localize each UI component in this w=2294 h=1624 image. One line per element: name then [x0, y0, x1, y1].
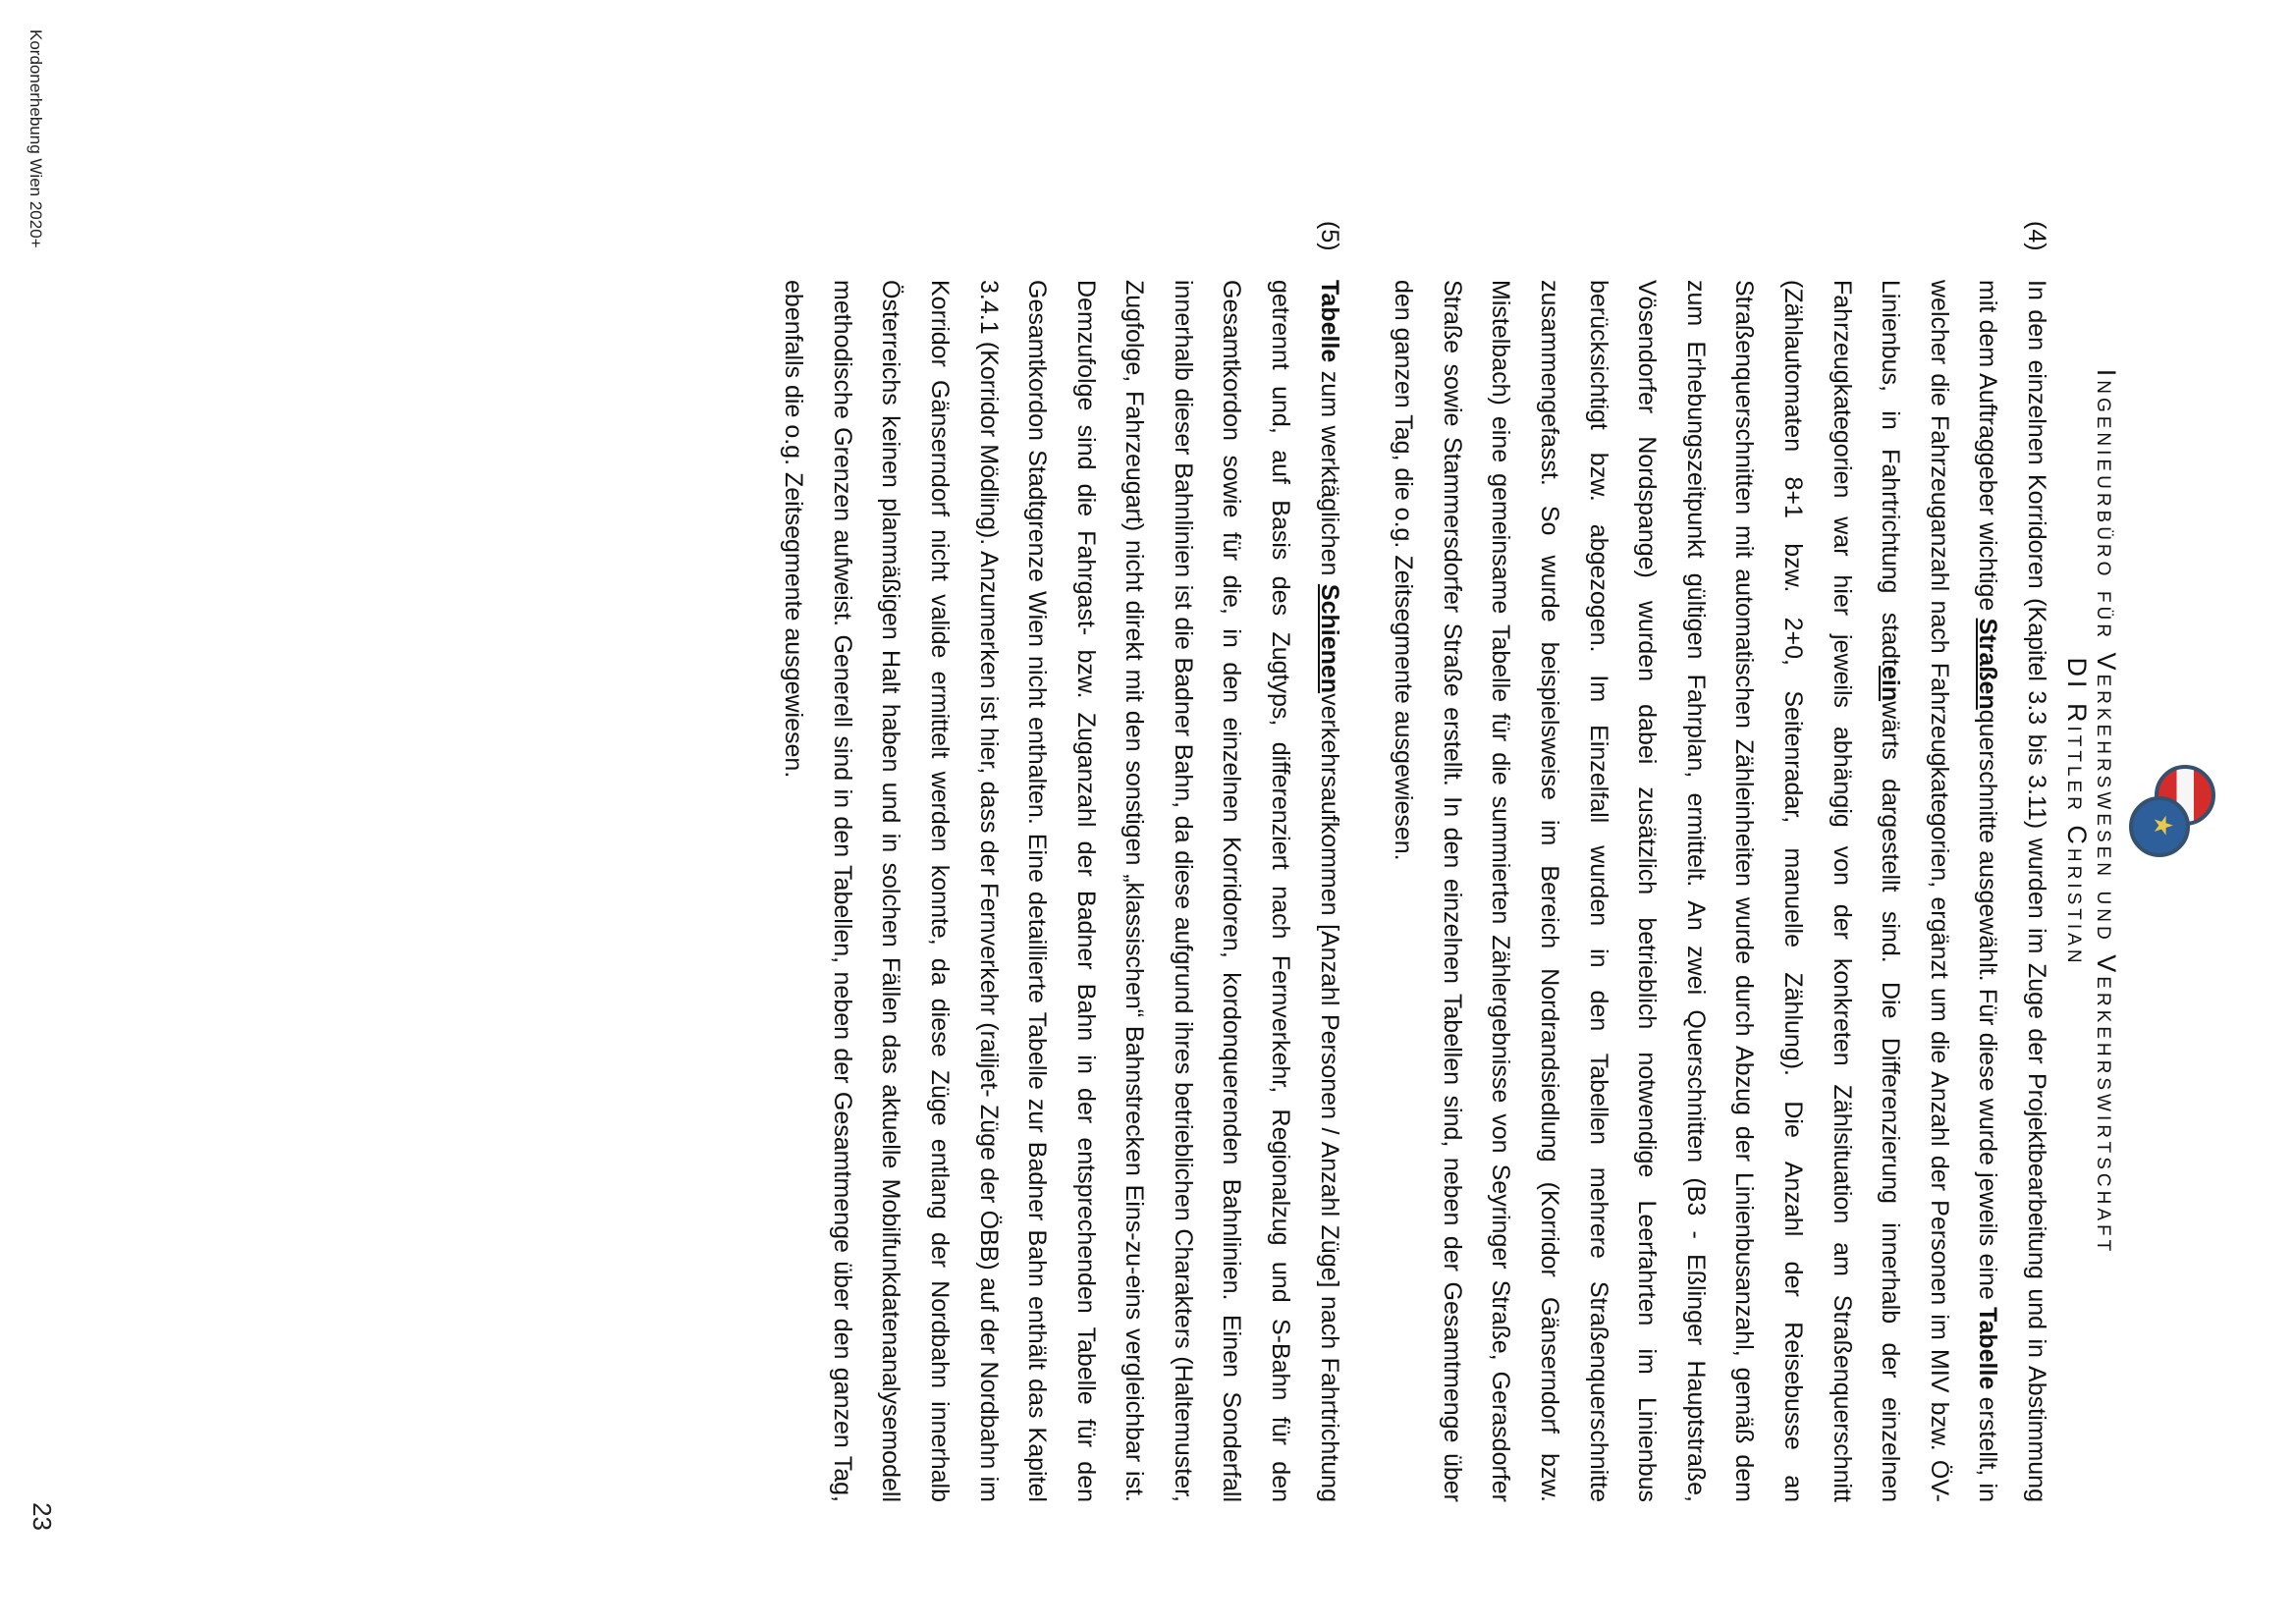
paragraph-text: zum werktäglichen	[1315, 362, 1343, 584]
paragraph-text: verkehrsaufkommen [Anzahl Personen / Anzahl Züge] nach Fahrtrichtung getrennt und, auf Basis des Zugtyps, differenziert nach Fernverkehr, Regionalzug und S-Bahn für den Gesamtkordon sowie für die, in den einzelnen Korridoren, kordonquerenden Bahnlinien. Einen Sonderfall innerhalb dieser Bahnlinien ist die Badner Bahn, da diese aufgrund ihres betrieblichen Charakters (Haltemuster, Zugfolge, Fahrzeugart) nicht direkt mit den sonstigen „klassischen“ Bahnstrecken Eins-zu-eins vergleichbar ist. Demzufolge sind die Fahrgast- bzw. Zuganzahl der Badner Bahn in der entsprechenden Tabelle für den Gesamtkordon Stadtgrenze Wien nicht enthalten. Eine detaillierte Tabelle zur Badner Bahn enthält das Kapitel 3.4.1 (Korridor Mödling). Anzumerken ist hier, dass der Fernverkehr (railjet- Züge der ÖBB) auf der Nordbahn im Korridor Gänserndorf nicht valide ermittelt werden konnte, da diese Züge entlang der Nordbahn innerhalb Österreichs keinen planmäßigen Halt haben und in solchen Fällen das aktuelle Mobilfunkdatenanalysemodell methodische Grenzen aufweist. Generell sind in den Tabellen, neben der Gesamtmenge über den ganzen Tag, ebenfalls die o.g. Zeitsegmente ausgewiesen.	[780, 280, 1343, 1502]
letterhead	[2062, 0, 2215, 1624]
paragraph-5	[769, 221, 1353, 1502]
emphasis-tabelle: Tabelle	[1315, 280, 1343, 363]
paragraph-text: In den einzelnen Korridoren (Kapitel 3.3 bis 3.11) wurden im Zuge der Projektbearbeitung und in Abstimmung mit dem Auftraggeber wichtige	[1974, 280, 2050, 1502]
paragraph-number: (5)	[1315, 221, 1343, 251]
page-number: 23	[27, 1502, 57, 1531]
emphasis-ein: ein	[1877, 665, 1905, 702]
eu-star-seal	[2129, 796, 2190, 857]
emphasis-strassen: Straßen	[1974, 618, 2002, 710]
paragraph-text: wärts dargestellt sind. Die Differenzierung innerhalb der einzelnen Fahrzeugkategorien war hier jeweils abhängig von der konkreten Zählsituation am Straßenquerschnitt (Zählautomaten 8+1 bzw. 2+0, Seitenradar, manuelle Zählung). Die Anzahl der Reisebusse an Straßenquerschnitten mit automatischen Zähleinheiten wurde durch Abzug der Linienbusanzahl, gemäß dem zum Erhebungszeitpunkt gültigen Fahrplan, ermittelt. An zwei Querschnitten (B3 - Eßlinger Hauptstraße, Vösendorfer Nordspange) wurden dabei zusätzlich betrieblich notwendige Leerfahrten im Linienbus berücksichtigt bzw. abgezogen. Im Einzelfall wurden in den Tabellen mehrere Straßenquerschnitte zusammengefasst. So wurde beispielsweise im Bereich Nordrandsiedlung (Korridor Gänserndorf bzw. Mistelbach) eine gemeinsame Tabelle für die summierten Zählergebnisse von Seyringer Straße, Gerasdorfer Straße sowie Stammersdorfer Straße erstellt. In den einzelnen Tabellen sind, neben der Gesamtmenge über den ganzen Tag, die o.g. Zeitsegmente ausgewiesen.	[1390, 280, 1905, 1502]
company-logo	[2127, 765, 2215, 859]
paragraph-number: (4)	[2023, 221, 2050, 251]
emphasis-schienen: Schienen	[1315, 583, 1343, 694]
letterhead-company-name: Ingenieurbüro für Verkehrswesen und Verkehrswirtschaft	[2092, 368, 2121, 1256]
paragraph-4	[1379, 221, 2060, 1502]
footer-document-title: Kordonerhebung Wien 2020+	[27, 29, 45, 248]
main-content	[743, 221, 2060, 1502]
emphasis-tabelle: Tabelle	[1974, 1307, 2002, 1390]
paragraph-text: querschnitte ausgewählt. Für diese wurde jeweils eine	[1974, 709, 2002, 1308]
paragraph-text: erstellt, in welcher die Fahrzeuganzahl nach Fahrzeugkategorien, ergänzt um die Anzahl der Personen im MIV bzw. ÖV-Linienbus, in Fahrtrichtung stadt	[1877, 280, 2002, 1502]
letterhead-owner-name: DI Rittler Christian	[2062, 657, 2092, 967]
